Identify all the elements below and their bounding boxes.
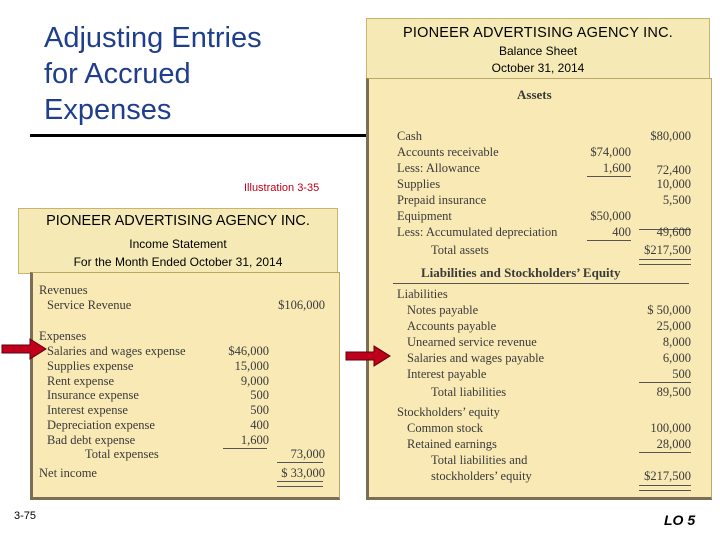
liability-label: Interest payable [407,367,487,381]
balance-sheet [366,78,712,500]
income-statement [30,272,340,500]
learning-objective: LO 5 [664,512,696,528]
expense-amount: 400 [250,418,269,432]
liability-label: Salaries and wages payable [407,351,545,365]
arrow-right-icon [344,345,394,367]
income-statement-header [18,208,338,274]
expense-amount: 500 [250,388,269,402]
equity-item-label: Common stock [407,421,484,435]
asset-amount: 49,600 [656,225,691,239]
net-income-amount: $ 33,000 [281,466,325,480]
liabilities-label: Liabilities [397,287,448,301]
asset-inner-amount: $74,000 [590,145,631,159]
expense-amount: 1,600 [240,433,269,447]
liability-amount: 25,000 [656,319,691,333]
service-revenue-amount: $106,000 [278,298,325,312]
is-statement-name: Income Statement [129,237,227,251]
expense-label: Salaries and wages expense [47,344,186,358]
total-le-label-1: Total liabilities and [431,453,528,467]
page-number: 3-75 [14,510,37,522]
asset-label: Less: Allowance [397,161,480,175]
equity-item-label: Retained earnings [407,437,497,451]
liability-label: Accounts payable [407,319,497,333]
total-assets-amount: $217,500 [644,243,691,257]
total-le-label-2: stockholders’ equity [431,469,532,483]
is-company: PIONEER ADVERTISING AGENCY INC. [46,213,310,229]
asset-amount: 10,000 [656,177,691,191]
expense-label: Rent expense [47,374,114,388]
liab-equity-heading: Liabilities and Stockholders’ Equity [421,265,621,280]
section-divider [393,283,689,284]
title-line-2: for Accrued [44,58,191,90]
asset-label: Prepaid insurance [397,193,487,207]
bs-date: October 31, 2014 [491,61,585,75]
bs-company: PIONEER ADVERTISING AGENCY INC. [403,25,673,41]
expense-amount: 9,000 [240,374,269,388]
is-period: For the Month Ended October 31, 2014 [73,255,283,269]
asset-label: Equipment [397,209,452,223]
expense-amount: 500 [250,403,269,417]
expenses-label: Expenses [39,329,87,343]
underline [277,462,323,463]
total-le-amount: $217,500 [644,469,691,483]
expense-label: Interest expense [47,403,128,417]
title-divider [30,134,368,137]
underline [587,240,631,241]
total-expenses-label: Total expenses [85,447,159,461]
expense-label: Bad debt expense [47,433,136,447]
asset-amount: 72,400 [656,163,691,177]
asset-inner-amount: 400 [612,225,631,239]
liability-amount: $ 50,000 [647,303,691,317]
balance-sheet-header [366,18,710,80]
total-expenses-amount: 73,000 [290,447,325,461]
double-underline [639,259,691,265]
asset-label: Accounts receivable [397,145,499,159]
underline [587,176,631,177]
equity-item-amount: 28,000 [656,437,691,451]
asset-inner-amount: $50,000 [590,209,631,223]
equity-label: Stockholders’ equity [397,405,500,419]
bs-statement-name: Balance Sheet [498,44,578,58]
asset-label: Less: Accumulated depreciation [397,225,558,239]
title-line-3: Expenses [44,94,172,126]
service-revenue-label: Service Revenue [47,298,132,312]
total-liabilities-amount: 89,500 [656,385,691,399]
liability-label: Unearned service revenue [407,335,537,349]
arrow-right-icon [0,338,50,360]
liability-amount: 8,000 [662,335,691,349]
double-underline [277,481,323,487]
underline [639,452,691,453]
expense-amount: 15,000 [234,359,269,373]
net-income-label: Net income [39,466,97,480]
assets-heading: Assets [517,87,552,102]
liability-label: Notes payable [407,303,479,317]
asset-amount: 5,500 [662,193,691,207]
illustration-label: Illustration 3-35 [244,182,320,194]
slide-title [44,20,262,128]
asset-inner-amount: 1,600 [602,161,631,175]
underline [223,448,267,449]
expense-label: Insurance expense [47,388,139,402]
total-liabilities-label: Total liabilities [431,385,507,399]
expense-label: Depreciation expense [47,418,155,432]
expense-label: Supplies expense [47,359,134,373]
liability-amount: 6,000 [662,351,691,365]
underline [639,382,691,383]
double-underline [639,485,691,491]
asset-label: Cash [397,129,422,143]
asset-label: Supplies [397,177,441,191]
asset-amount: $80,000 [650,129,691,143]
expense-amount: $46,000 [228,344,269,358]
equity-item-amount: 100,000 [650,421,691,435]
title-line-1: Adjusting Entries [44,22,262,54]
revenues-label: Revenues [39,283,88,297]
liability-amount: 500 [672,367,691,381]
total-assets-label: Total assets [431,243,489,257]
